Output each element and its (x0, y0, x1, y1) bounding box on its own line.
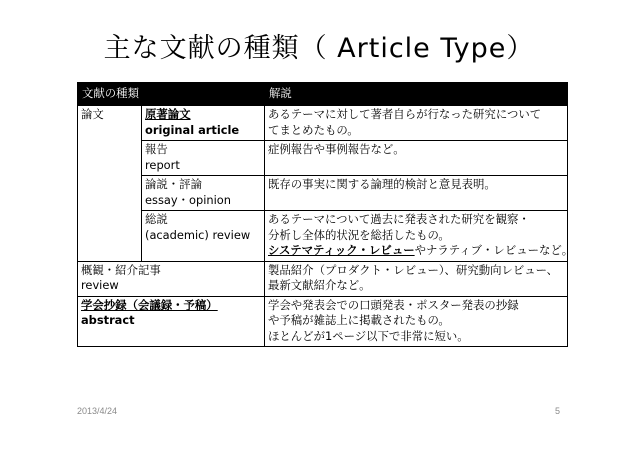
type-cell (142, 211, 265, 262)
table-row (78, 261, 568, 296)
table-row (78, 176, 568, 211)
type-english: (academic) review (145, 227, 251, 242)
type-cell (142, 106, 265, 141)
type-label: 原著論文 (145, 107, 191, 121)
description-cell (265, 176, 568, 211)
description-tail: やナラティブ・レビューなど。 (414, 243, 574, 257)
type-label: 論説・評論 (145, 177, 202, 191)
footer-date: 2013/4/24 (77, 406, 118, 416)
description-cell (265, 141, 568, 176)
header-description: 解説 (265, 83, 568, 106)
description-line: や予稿が雑誌上に掲載されたもの。 (268, 313, 450, 327)
systematic-review-term: システマティック・レビュー (268, 243, 415, 257)
description-line: ほとんどが1ページ以下で非常に短い。 (268, 328, 469, 343)
type-cell (142, 176, 265, 211)
type-cell (142, 141, 265, 176)
category-english: review (81, 278, 119, 292)
description-line: てまとめたもの。 (268, 122, 359, 137)
category-cell (78, 106, 142, 262)
description-line: あるテーマについて過去に発表された研究を観察・ (268, 212, 530, 226)
description-line: 症例報告や事例報告など。 (268, 142, 405, 156)
description-line: あるテーマに対して著者自らが行なった研究について (268, 107, 542, 121)
description-cell (265, 261, 568, 296)
category-label: 概観・紹介記事 (81, 262, 161, 277)
description-cell (265, 296, 568, 347)
table-row (78, 141, 568, 176)
table-row (78, 296, 568, 347)
page-number: 5 (555, 406, 561, 416)
type-english: report (145, 157, 180, 172)
type-label: 報告 (145, 142, 168, 156)
category-label: 論文 (81, 107, 104, 121)
description-cell (265, 211, 574, 262)
description-line: 既存の事実に関する論理的検討と意見表明。 (268, 177, 496, 191)
description-line: 学会や発表会での口頭発表・ポスター発表の抄録 (268, 297, 519, 312)
description-line: 製品紹介（プロダクト・レビュー）、研究動向レビュー、 (268, 262, 559, 277)
category-english: abstract (81, 313, 135, 327)
description-line: 分析し全体的状況を総括したもの。 (268, 227, 450, 242)
description-line: 最新文献紹介など。 (268, 278, 371, 292)
header-type: 文献の種類 (78, 83, 265, 106)
category-label: 学会抄録（会議録・予稿） (81, 297, 218, 312)
category-cell (78, 261, 265, 296)
table-row (78, 211, 568, 262)
table-header-row (78, 83, 568, 106)
type-english: original article (145, 122, 240, 137)
article-type-table (77, 82, 574, 347)
description-cell (265, 106, 568, 141)
type-english: essay・opinion (145, 192, 231, 207)
category-cell (78, 296, 265, 347)
table-row (78, 106, 568, 141)
type-label: 総説 (145, 212, 168, 226)
slide-title: 主な文献の種類（ Article Type） (103, 33, 535, 64)
description-line (268, 243, 574, 259)
